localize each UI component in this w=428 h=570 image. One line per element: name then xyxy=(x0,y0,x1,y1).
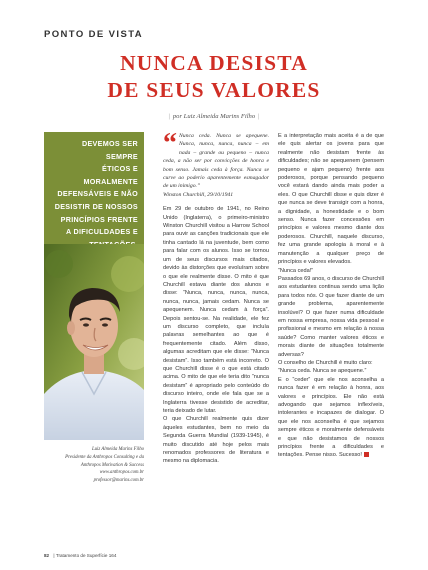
body-paragraph: “Nunca ceda. Nunca se apequene.” xyxy=(278,368,367,375)
author-photo xyxy=(44,244,144,440)
opening-quote xyxy=(163,128,269,199)
pullquote-line: ÉTICOS E MORALMENTE xyxy=(83,164,138,186)
caption-website: www.anthropos.com.br xyxy=(99,470,144,476)
caption-email: professor@marins.com.br xyxy=(93,478,144,484)
quote-mark: “ xyxy=(163,128,177,159)
section-label: PONTO DE VISTA xyxy=(44,29,143,40)
article-title-line-2: DE SEUS VALORES xyxy=(107,78,321,102)
quote-attribution: Winston Churchill, 29/10/1941 xyxy=(163,191,234,198)
caption-role: Anthropos Motivation & Success xyxy=(80,462,144,468)
body-paragraph: Em 29 de outubro de 1941, no Reino Unido (Inglaterra), o primeiro-ministro Winston Churchill visitou a Harrow School para ouvir as canções tradicionais que ele tinha cantado lá na juventude, bem como para falar com os alunos. Isso se tornou um de seus discursos mais citados, devido às distorções que evoluíram sobre o que ele realmente disse. O mito é que Churchill estava diante dos alunos e disse: “Nunca, nunca, nunca, nunca, nunca, nunca, jamais cedam. Nunca se apequenem. Nunca cedam à força”. Depois sentou-se. Na realidade, ele fez um discurso completo, que incluía palavras semelhantes ao que é frequentemente citado. Além disso, algumas acreditam que ele disse: “Nunca desistam”. Isso também está incorreto. O que Churchill disse é o que está citado acima. O mito de que ele teria dito “nunca desistam” é apropriado pelo conteúdo do discurso inteiro, onde ele fala que se a Inglaterra tivesse desistido de acreditar, teria deixado de lutar. xyxy=(163,206,269,414)
end-mark-icon xyxy=(364,452,369,457)
publication-name: Tratamento de Superfície 164 xyxy=(55,553,117,558)
caption-name: Luiz Almeida Marins Filho xyxy=(91,447,144,452)
quote-text: Nunca ceda. Nunca se apequene. Nunca, nunca, nunca, nunca – em nada – grande ou pequeno – nunca ceda, a não ser por convicções de honra e bom senso. Jamais ceda à força. Nunca se curve ao poderio aparentemente esmagador de um inimigo.” xyxy=(163,133,269,190)
byline: | por Luiz Almeida Marins Filho | xyxy=(168,113,260,120)
final-text: E o “ceder” que ele nos aconselha a nunca fazer é em relação à honra, aos valores e princípios. Ele não está advogando que sejamos inflexíveis, intolerantes e incapazes de dialogar. O que ele nos aconselha é que sejamos sempre éticos e moralmente defensáveis e que não desistamos de nossos princípios frente a dificuldades e tentações. Pense nisso. Sucesso! xyxy=(278,376,384,459)
body-paragraph: O que Churchill realmente quis dizer àqueles estudantes, bem no meio da Segunda Guerra Mundial (1939-1945), é muito discutido até hoje pelos mais renomados professores de literatura e mesmo na diplomacia. xyxy=(163,416,269,465)
pullquote-line: DEFENSÁVEIS E NÃO xyxy=(57,189,138,199)
pullquote-line: PRINCÍPIOS FRENTE xyxy=(60,214,138,224)
pullquote-line: DEVEMOS SER SEMPRE xyxy=(81,139,138,161)
body-paragraph: Passados 69 anos, o discurso de Churchill aos estudantes continua sendo uma lição para todos nós. O que fazer diante de um grande problema, aparentemente insolúvel? O que fazer numa dificuldade em nossa empresa, nossa vida pessoal e profissional e mesmo em relação à nossa saúde? Como manter valores éticos e morais diante de situações totalmente adversas? xyxy=(278,275,384,358)
body-paragraph: “Nunca ceda!” xyxy=(278,267,314,274)
article-column-middle xyxy=(163,128,269,466)
photo-caption xyxy=(44,446,144,485)
body-paragraph-final xyxy=(278,376,384,460)
pullquote-line: DESISTIR DE NOSSOS xyxy=(54,201,138,211)
byline-text: por Luiz Almeida Marins Filho xyxy=(172,113,256,120)
body-paragraph: O conselho de Churchill é muito claro: xyxy=(278,359,373,366)
body-paragraph: E a interpretação mais aceita é a de que ele quis alertar os jovens para que realmente não desistam frente às dificuldades; não se apequenem (pensem pequeno e ajam pequeno) frente aos poderosos, porque pensando pequeno você estará dando ainda mais poder a eles. O que Churchill disse e quis dizer é que nunca se deve transigir com a honra, a dignidade, a honestidade e o bom senso. Nunca fazer concessões em princípios e valores mesmo diante dos poderosos. Churchill, naquele discurso, fez uma grande apologia à moral e à manutenção a qualquer preço de princípios e valores elevados. xyxy=(278,133,384,266)
page-footer: 82 | Tratamento de Superfície 164 xyxy=(44,553,117,558)
page-number: 82 xyxy=(44,553,50,558)
article-column-right xyxy=(278,132,384,460)
pullquote-box xyxy=(44,132,144,244)
pullquote-line: A DIFICULDADES E xyxy=(65,227,138,237)
caption-role: Presidente da Anthropos Consulting e da xyxy=(65,454,144,460)
article-title-line-1: NUNCA DESISTA xyxy=(120,51,308,75)
